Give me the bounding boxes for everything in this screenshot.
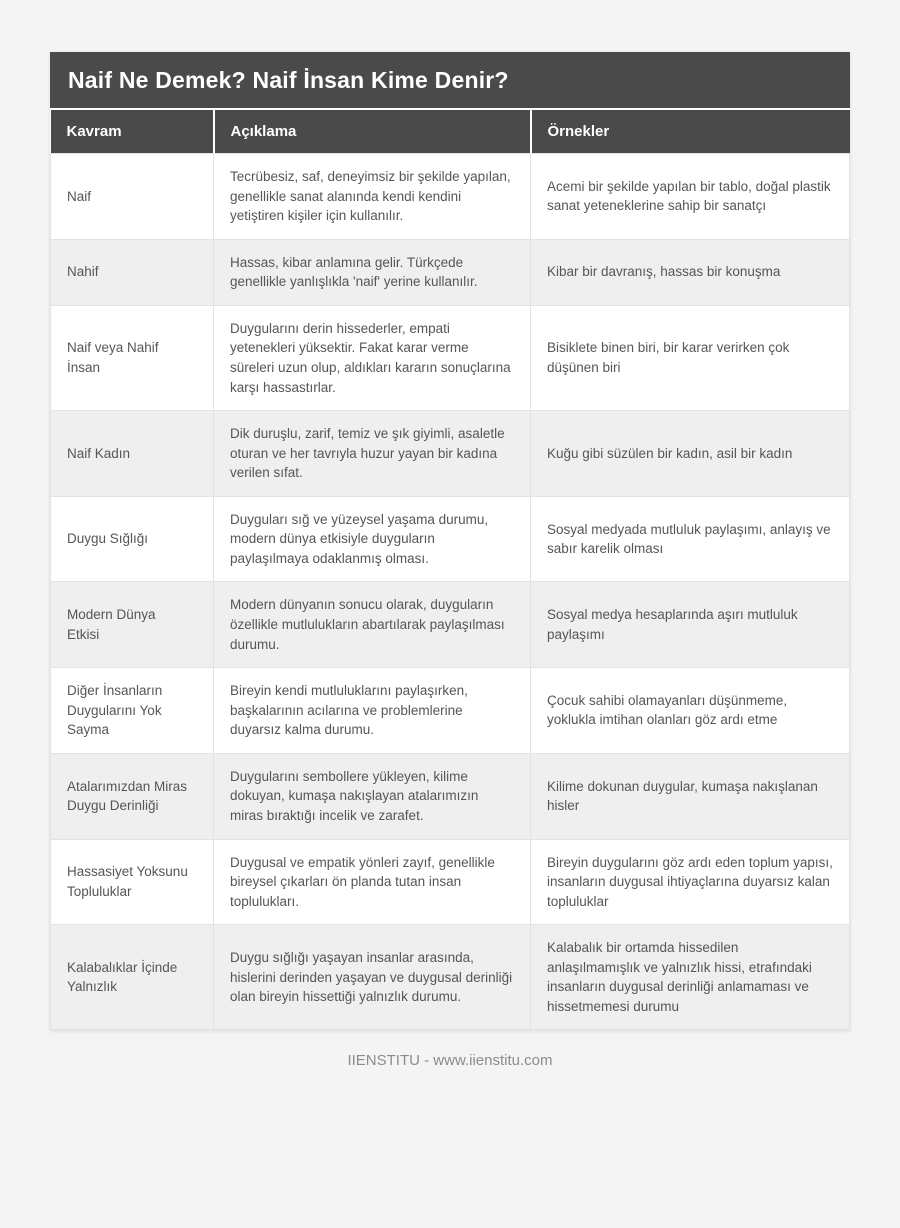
aciklama-cell: Modern dünyanın sonucu olarak, duyguların özellikle mutlulukların abartılarak paylaşılması durumu. bbox=[214, 582, 531, 668]
kavram-cell: Modern Dünya Etkisi bbox=[51, 582, 214, 668]
content-card bbox=[50, 52, 850, 1030]
table-row bbox=[51, 411, 850, 497]
ornekler-cell: Kibar bir davranış, hassas bir konuşma bbox=[531, 239, 850, 305]
table-row bbox=[51, 154, 850, 240]
aciklama-cell: Bireyin kendi mutluluklarını paylaşırken, başkalarının acılarına ve problemlerine duyarsız kalma durumu. bbox=[214, 668, 531, 754]
table-body bbox=[51, 154, 850, 1030]
concept-table bbox=[50, 110, 850, 1030]
table-row bbox=[51, 753, 850, 839]
aciklama-cell: Duygusal ve empatik yönleri zayıf, genellikle bireysel çıkarları ön planda tutan insan toplulukları. bbox=[214, 839, 531, 925]
kavram-cell: Naif Kadın bbox=[51, 411, 214, 497]
kavram-cell: Atalarımızdan Miras Duygu Derinliği bbox=[51, 753, 214, 839]
ornekler-cell: Bireyin duygularını göz ardı eden toplum yapısı, insanların duygusal ihtiyaçlarına duyarsız kalan topluluklar bbox=[531, 839, 850, 925]
ornekler-cell: Sosyal medyada mutluluk paylaşımı, anlayış ve sabır karelik olması bbox=[531, 496, 850, 582]
kavram-cell: Diğer İnsanların Duygularını Yok Sayma bbox=[51, 668, 214, 754]
kavram-cell: Naif bbox=[51, 154, 214, 240]
column-header-kavram: Kavram bbox=[51, 110, 214, 154]
column-header-aciklama: Açıklama bbox=[214, 110, 531, 154]
ornekler-cell: Kalabalık bir ortamda hissedilen anlaşılmamışlık ve yalnızlık hissi, etrafındaki insanların duygusal derinliği anlamaması ve hissetmemesi durumu bbox=[531, 925, 850, 1030]
ornekler-cell: Çocuk sahibi olamayanları düşünmeme, yoklukla imtihan olanları göz ardı etme bbox=[531, 668, 850, 754]
footer-credit: IIENSTITU - www.iienstitu.com bbox=[347, 1052, 553, 1070]
kavram-cell: Kalabalıklar İçinde Yalnızlık bbox=[51, 925, 214, 1030]
table-row bbox=[51, 668, 850, 754]
table-header bbox=[51, 110, 850, 154]
table-row bbox=[51, 496, 850, 582]
kavram-cell: Hassasiyet Yoksunu Topluluklar bbox=[51, 839, 214, 925]
ornekler-cell: Kuğu gibi süzülen bir kadın, asil bir kadın bbox=[531, 411, 850, 497]
kavram-cell: Naif veya Nahif İnsan bbox=[51, 305, 214, 410]
aciklama-cell: Duygularını derin hissederler, empati yetenekleri yüksektir. Fakat karar verme süreleri uzun olup, aldıkları kararın sonuçlarına karşı hassastırlar. bbox=[214, 305, 531, 410]
aciklama-cell: Tecrübesiz, saf, deneyimsiz bir şekilde yapılan, genellikle sanat alanında kendi kendini yetiştiren kişiler için kullanılır. bbox=[214, 154, 531, 240]
table-row bbox=[51, 305, 850, 410]
page-title: Naif Ne Demek? Naif İnsan Kime Denir? bbox=[50, 52, 850, 110]
table-row bbox=[51, 582, 850, 668]
table-row bbox=[51, 239, 850, 305]
kavram-cell: Nahif bbox=[51, 239, 214, 305]
ornekler-cell: Sosyal medya hesaplarında aşırı mutluluk paylaşımı bbox=[531, 582, 850, 668]
ornekler-cell: Bisiklete binen biri, bir karar verirken çok düşünen biri bbox=[531, 305, 850, 410]
ornekler-cell: Kilime dokunan duygular, kumaşa nakışlanan hisler bbox=[531, 753, 850, 839]
aciklama-cell: Hassas, kibar anlamına gelir. Türkçede genellikle yanlışlıkla 'naif' yerine kullanılır. bbox=[214, 239, 531, 305]
column-header-ornekler: Örnekler bbox=[531, 110, 850, 154]
table-row bbox=[51, 925, 850, 1030]
ornekler-cell: Acemi bir şekilde yapılan bir tablo, doğal plastik sanat yeteneklerine sahip bir sanatçı bbox=[531, 154, 850, 240]
table-row bbox=[51, 839, 850, 925]
kavram-cell: Duygu Sığlığı bbox=[51, 496, 214, 582]
aciklama-cell: Dik duruşlu, zarif, temiz ve şık giyimli, asaletle oturan ve her tavrıyla huzur yayan bir kadına verilen sıfat. bbox=[214, 411, 531, 497]
aciklama-cell: Duygu sığlığı yaşayan insanlar arasında, hislerini derinden yaşayan ve duygusal derinliği olan bireyin hissettiği yalnızlık durumu. bbox=[214, 925, 531, 1030]
aciklama-cell: Duyguları sığ ve yüzeysel yaşama durumu, modern dünya etkisiyle duyguların paylaşılmaya odaklanmış olması. bbox=[214, 496, 531, 582]
aciklama-cell: Duygularını sembollere yükleyen, kilime dokuyan, kumaşa nakışlayan atalarımızın miras bıraktığı incelik ve zarafet. bbox=[214, 753, 531, 839]
